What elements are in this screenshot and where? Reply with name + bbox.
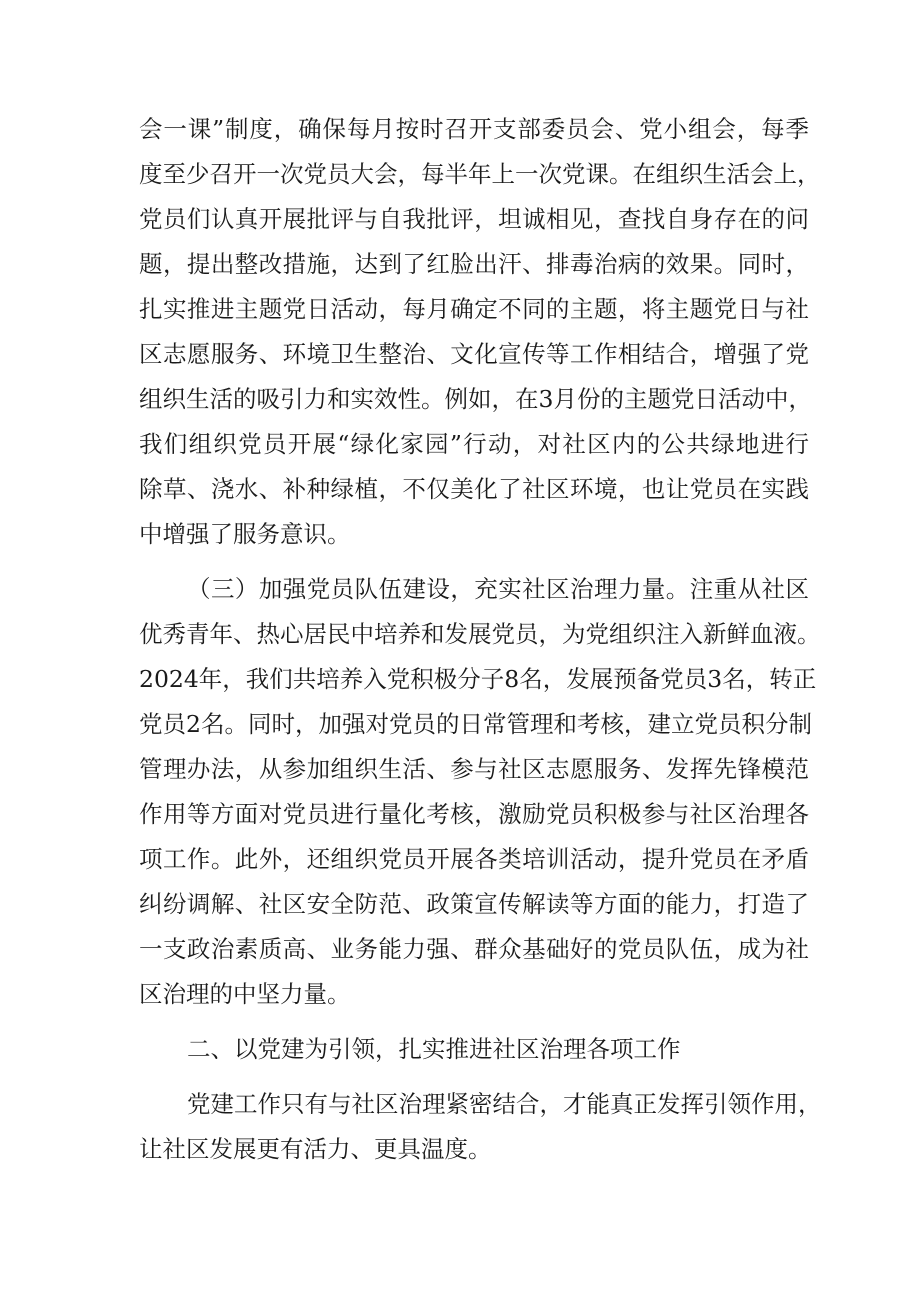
- text-line: 除草、浇水、补种绿植，不仅美化了社区环境，也让党员在实践: [139, 475, 809, 503]
- text-line: 让社区发展更有活力、更具温度。: [139, 1135, 492, 1163]
- text-line: 纠纷调解、社区安全防范、政策宣传解读等方面的能力，打造了: [139, 890, 809, 918]
- text-line: 作用等方面对党员进行量化考核，激励党员积极参与社区治理各: [139, 800, 809, 828]
- text-line: 一支政治素质高、业务能力强、群众基础好的党员队伍，成为社: [139, 935, 809, 963]
- text-line: 会一课”制度，确保每月按时召开支部委员会、党小组会，每季: [139, 115, 809, 143]
- section-heading: 二、以党建为引领，扎实推进社区治理各项工作: [187, 1035, 681, 1063]
- text-line: 项工作。此外，还组织党员开展各类培训活动，提升党员在矛盾: [139, 845, 809, 873]
- text-line: 扎实推进主题党日活动，每月确定不同的主题，将主题党日与社: [139, 295, 809, 323]
- text-line: 党员们认真开展批评与自我批评，坦诚相见，查找自身存在的问: [139, 205, 809, 233]
- text-line: （三）加强党员队伍建设，充实社区治理力量。注重从社区: [187, 575, 809, 603]
- text-line: 中增强了服务意识。: [139, 520, 351, 548]
- text-line: 党建工作只有与社区治理紧密结合，才能真正发挥引领作用，: [187, 1090, 822, 1118]
- text-line: 题，提出整改措施，达到了红脸出汗、排毒治病的效果。同时，: [139, 250, 809, 278]
- text-line: 2024年，我们共培养入党积极分子8名，发展预备党员3名，转正: [139, 665, 817, 693]
- text-line: 我们组织党员开展“绿化家园”行动，对社区内的公共绿地进行: [139, 430, 809, 458]
- text-line: 管理办法，从参加组织生活、参与社区志愿服务、发挥先锋模范: [139, 755, 809, 783]
- text-line: 度至少召开一次党员大会，每半年上一次党课。在组织生活会上，: [139, 160, 821, 188]
- text-line: 组织生活的吸引力和实效性。例如，在3月份的主题党日活动中，: [139, 385, 812, 413]
- text-line: 优秀青年、热心居民中培养和发展党员，为党组织注入新鲜血液。: [139, 620, 821, 648]
- text-line: 党员2名。同时，加强对党员的日常管理和考核，建立党员积分制: [139, 710, 812, 738]
- text-line: 区志愿服务、环境卫生整治、文化宣传等工作相结合，增强了党: [139, 340, 809, 368]
- text-line: 区治理的中坚力量。: [139, 980, 351, 1008]
